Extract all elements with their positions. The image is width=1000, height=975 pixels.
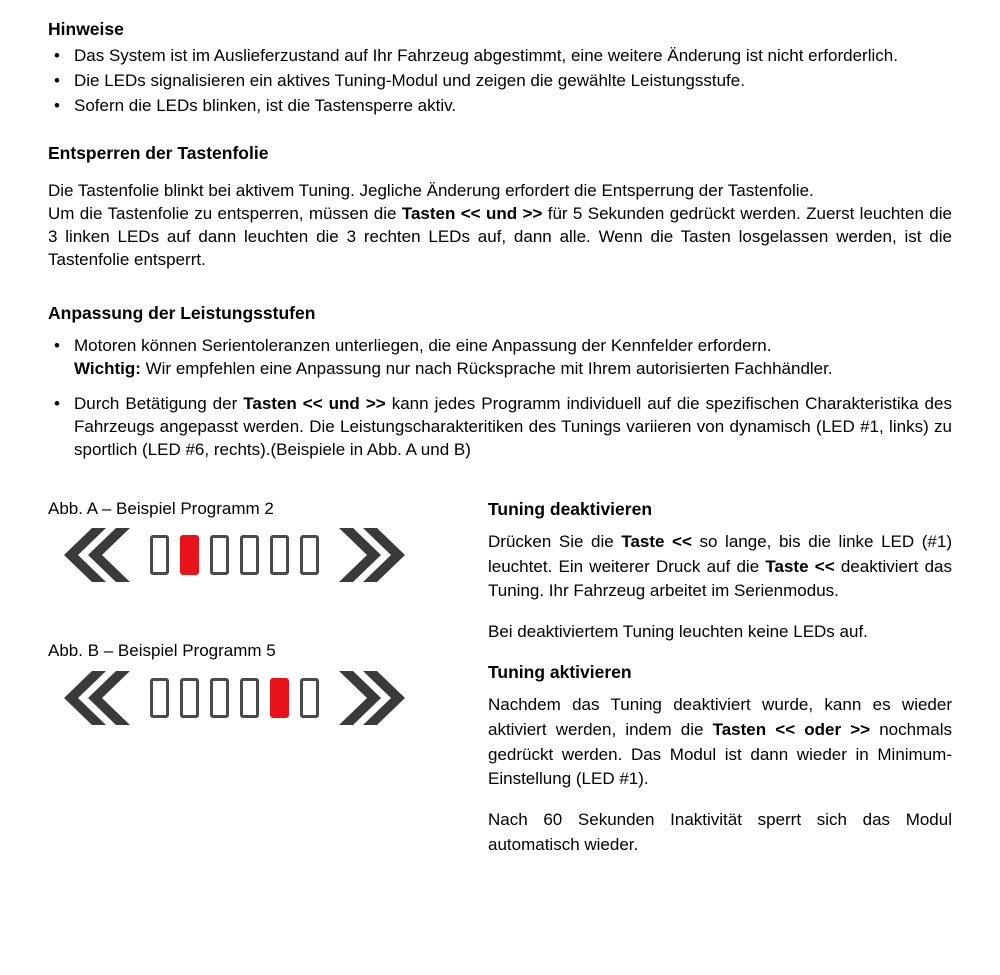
text-run: so lange, bis die linke LED (#1) leuchtet. Ein weiterer Druck auf die [488, 532, 952, 576]
text-run: für 5 Sekunden gedrückt werden. Zuerst leuchten die 3 linken LEDs auf dann leuchten die 3 rechten LEDs auf, dann alle. Wenn die Tasten losgelassen werden, ist die Tastenfolie entsperrt. [48, 204, 952, 270]
led-3 [210, 678, 229, 718]
anpassung-list [48, 335, 952, 462]
instructions-column [478, 498, 952, 874]
entsperren-paragraph-1: Die Tastenfolie blinkt bei aktivem Tuning. Jegliche Änderung erfordert die Entsperrung der Tastenfolie. [48, 181, 814, 201]
led-bar-a [150, 535, 319, 575]
led-6 [300, 678, 319, 718]
figure-a-graphic [58, 526, 478, 584]
hinweise-list [48, 45, 952, 118]
led-3 [210, 535, 229, 575]
led-4 [240, 678, 259, 718]
text-run: kann jedes Programm individuell auf die spezifischen Charakteristika des Fahrzeugs angepasst werden. Die Leistungscharakteritiken des Tunings variieren von dynamisch (LED #1, links) zu sportlich (LED #6, rechts).(Beispiele in Abb. A und B) [74, 393, 952, 459]
double-right-chevron-icon[interactable] [339, 669, 411, 727]
text-run: deaktiviert das Tuning. Ihr Fahrzeug arbeitet im Serienmodus. [488, 556, 952, 601]
led-1 [150, 678, 169, 718]
double-left-chevron-icon[interactable] [58, 526, 130, 584]
text-run: Wir empfehlen eine Anpassung nur nach Rücksprache mit Ihrem autorisierten Fachhändler. [140, 358, 833, 378]
deaktivieren-paragraph-1 [488, 530, 952, 604]
spacer [48, 120, 952, 142]
led-2 [180, 678, 199, 718]
text-run: Nachdem das Tuning deaktiviert wurde, kann es wieder aktiviert werden, indem die [488, 695, 952, 739]
list-item: • Sofern die LEDs blinken, ist die Tastensperre aktiv. [48, 95, 952, 118]
text-run-bold: Wichtig: [74, 358, 141, 378]
led-1 [150, 535, 169, 575]
figure-b-caption: Abb. B – Beispiel Programm 5 [48, 641, 276, 661]
figure-b-graphic [58, 669, 478, 727]
lower-area [48, 498, 952, 874]
double-right-chevron-icon[interactable] [339, 526, 411, 584]
aktivieren-paragraph-1 [488, 693, 952, 792]
list-item [48, 335, 952, 381]
figures-column [48, 498, 478, 874]
text-run-bold: Tasten << oder >> [712, 719, 871, 739]
spacer [48, 584, 478, 640]
deaktivieren-paragraph-2: Bei deaktiviertem Tuning leuchten keine LEDs auf. [488, 622, 868, 642]
list-item: • Das System ist im Auslieferzustand auf Ihr Fahrzeug abgestimmt, eine weitere Änderung ist nicht erforderlich. [48, 45, 952, 68]
list-item [48, 393, 952, 462]
text-run: Um die Tastenfolie zu entsperren, müssen die [48, 204, 402, 224]
spacer [48, 464, 952, 494]
aktivieren-paragraph-2: Nach 60 Sekunden Inaktivität sperrt sich das Modul automatisch wieder. [488, 809, 952, 854]
section-title-anpassung: Anpassung der Leistungsstufen [48, 303, 316, 324]
spacer [48, 168, 952, 180]
entsperren-paragraph-2 [48, 203, 952, 272]
text-run: Drücken Sie die [488, 532, 622, 552]
double-left-chevron-icon[interactable] [58, 669, 130, 727]
text-run: Motoren können Serientoleranzen unterliegen, die eine Anpassung der Kennfelder erfordern. [74, 335, 772, 355]
list-item: • Die LEDs signalisieren ein aktives Tuning-Modul und zeigen die gewählte Leistungsstufe. [48, 70, 952, 93]
text-run-bold: Taste << [765, 556, 835, 576]
led-6 [300, 535, 319, 575]
heading-tuning-deaktivieren: Tuning deaktivieren [488, 498, 653, 519]
spacer [48, 272, 952, 302]
heading-tuning-aktivieren: Tuning aktivieren [488, 661, 632, 682]
section-title-entsperren: Entsperren der Tastenfolie [48, 142, 269, 163]
led-5 [270, 535, 289, 575]
figure-b [48, 640, 478, 727]
led-4 [240, 535, 259, 575]
section-title-hinweise: Hinweise [48, 19, 124, 39]
text-run: Durch Betätigung der [74, 393, 244, 413]
figure-a-caption: Abb. A – Beispiel Programm 2 [48, 498, 274, 518]
figure-a [48, 498, 478, 585]
text-run-bold: Tasten << und >> [243, 393, 386, 413]
led-bar-b [150, 678, 319, 718]
text-run-bold: Tasten << und >> [401, 204, 543, 224]
led-5 [270, 678, 289, 718]
led-2 [180, 535, 199, 575]
text-run: nochmals gedrückt werden. Das Modul ist dann wieder in Minimum-Einstellung (LED #1). [488, 719, 952, 789]
text-run-bold: Taste << [621, 532, 692, 552]
